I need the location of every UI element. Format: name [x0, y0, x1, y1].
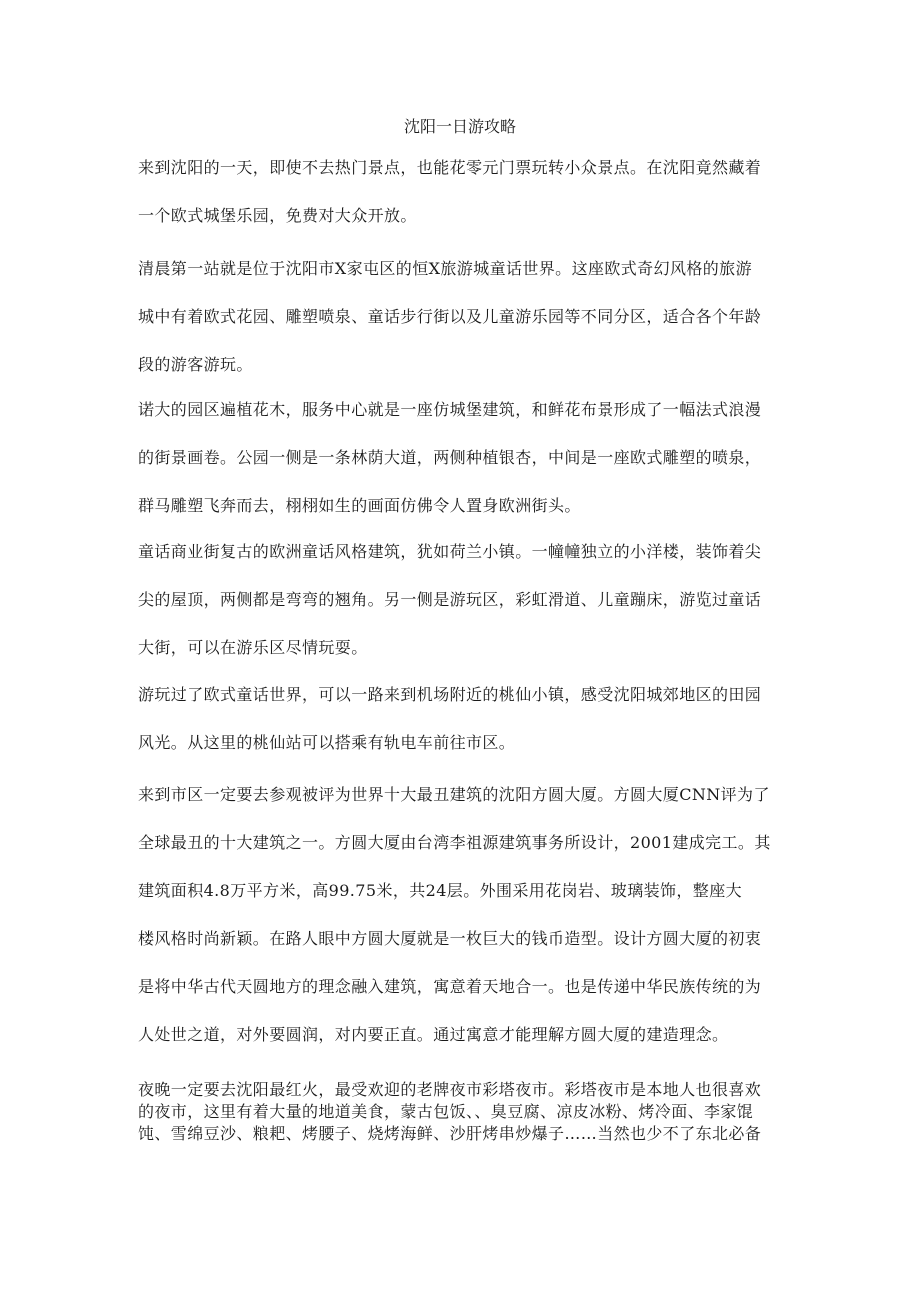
paragraph-taoxian-town [138, 684, 794, 780]
paragraph-line: 诺大的园区遍植花木，服务中心就是一座仿城堡建筑，和鲜花布景形成了一幅法式浪漫 [138, 400, 762, 419]
paragraph-line: 来到沈阳的一天，即使不去热门景点，也能花零元门票玩转小众景点。在沈阳竟然藏着 [138, 158, 762, 177]
paragraph-line: 饨、雪绵豆沙、粮耙、烤腰子、烧烤海鲜、沙肝烤串炒爆子……当然也少不了东北必备 [138, 1124, 762, 1143]
paragraph-line: 大街，可以在游乐区尽情玩耍。 [138, 638, 368, 657]
paragraph-fangyuan-building [138, 784, 794, 1072]
paragraph-line: 是将中华古代天圆地方的理念融入建筑，寓意着天地合一。也是传递中华民族传统的为 [138, 977, 762, 996]
paragraph-line: 的夜市，这里有着大量的地道美食，蒙古包饭、、臭豆腐、凉皮冰粉、烤冷面、李家馄 [138, 1102, 754, 1121]
paragraph-park-gardens [138, 399, 794, 543]
paragraph-fairytale-world [138, 258, 794, 402]
paragraph-line: 风光。从这里的桃仙站可以搭乘有轨电车前往市区。 [138, 733, 516, 752]
paragraph-line: 建筑面积4.8万平方米，高99.75米，共24层。外围采用花岗岩、玻璃装饰，整座大 [138, 881, 743, 900]
paragraph-line: 楼风格时尚新颖。在路人眼中方圆大厦就是一枚巨大的钱币造型。设计方圆大厦的初衷 [138, 929, 762, 948]
paragraph-line: 童话商业街复古的欧洲童话风格建筑，犹如荷兰小镇。一幢幢独立的小洋楼，装饰着尖 [138, 542, 762, 561]
paragraph-night-market [138, 1079, 794, 1145]
paragraph-line: 全球最丑的十大建筑之一。方圆大厦由台湾李祖源建筑事务所设计，2001建成完工。其 [138, 833, 771, 852]
paragraph-line: 人处世之道，对外要圆润，对内要正直。通过寓意才能理解方圆大厦的建造理念。 [138, 1025, 729, 1044]
paragraph-line: 尖的屋顶，两侧都是弯弯的翘角。另一侧是游玩区，彩虹滑道、儿童蹦床，游览过童话 [138, 590, 762, 609]
document-title: 沈阳一日游攻略 [403, 117, 516, 136]
paragraph-commercial-street [138, 541, 794, 685]
paragraph-line: 游玩过了欧式童话世界，可以一路来到机场附近的桃仙小镇，感受沈阳城郊地区的田园 [138, 685, 762, 704]
paragraph-line: 来到市区一定要去参观被评为世界十大最丑建筑的沈阳方圆大厦。方圆大厦CNN评为了 [138, 785, 770, 804]
paragraph-line: 群马雕塑飞奔而去，栩栩如生的画面仿佛令人置身欧洲街头。 [138, 496, 581, 515]
paragraph-intro [138, 157, 794, 253]
paragraph-line: 段的游客游玩。 [138, 355, 253, 374]
paragraph-line: 城中有着欧式花园、雕塑喷泉、童话步行街以及儿童游乐园等不同分区，适合各个年龄 [138, 307, 762, 326]
paragraph-line: 夜晚一定要去沈阳最红火，最受欢迎的老牌夜市彩塔夜市。彩塔夜市是本地人也很喜欢 [138, 1080, 762, 1099]
paragraph-line: 的街景画卷。公园一侧是一条林荫大道，两侧种植银杏，中间是一座欧式雕塑的喷泉， [138, 448, 762, 467]
paragraph-line: 清晨第一站就是位于沈阳市X家屯区的恒X旅游城童话世界。这座欧式奇幻风格的旅游 [138, 259, 752, 278]
paragraph-line: 一个欧式城堡乐园，免费对大众开放。 [138, 206, 417, 225]
